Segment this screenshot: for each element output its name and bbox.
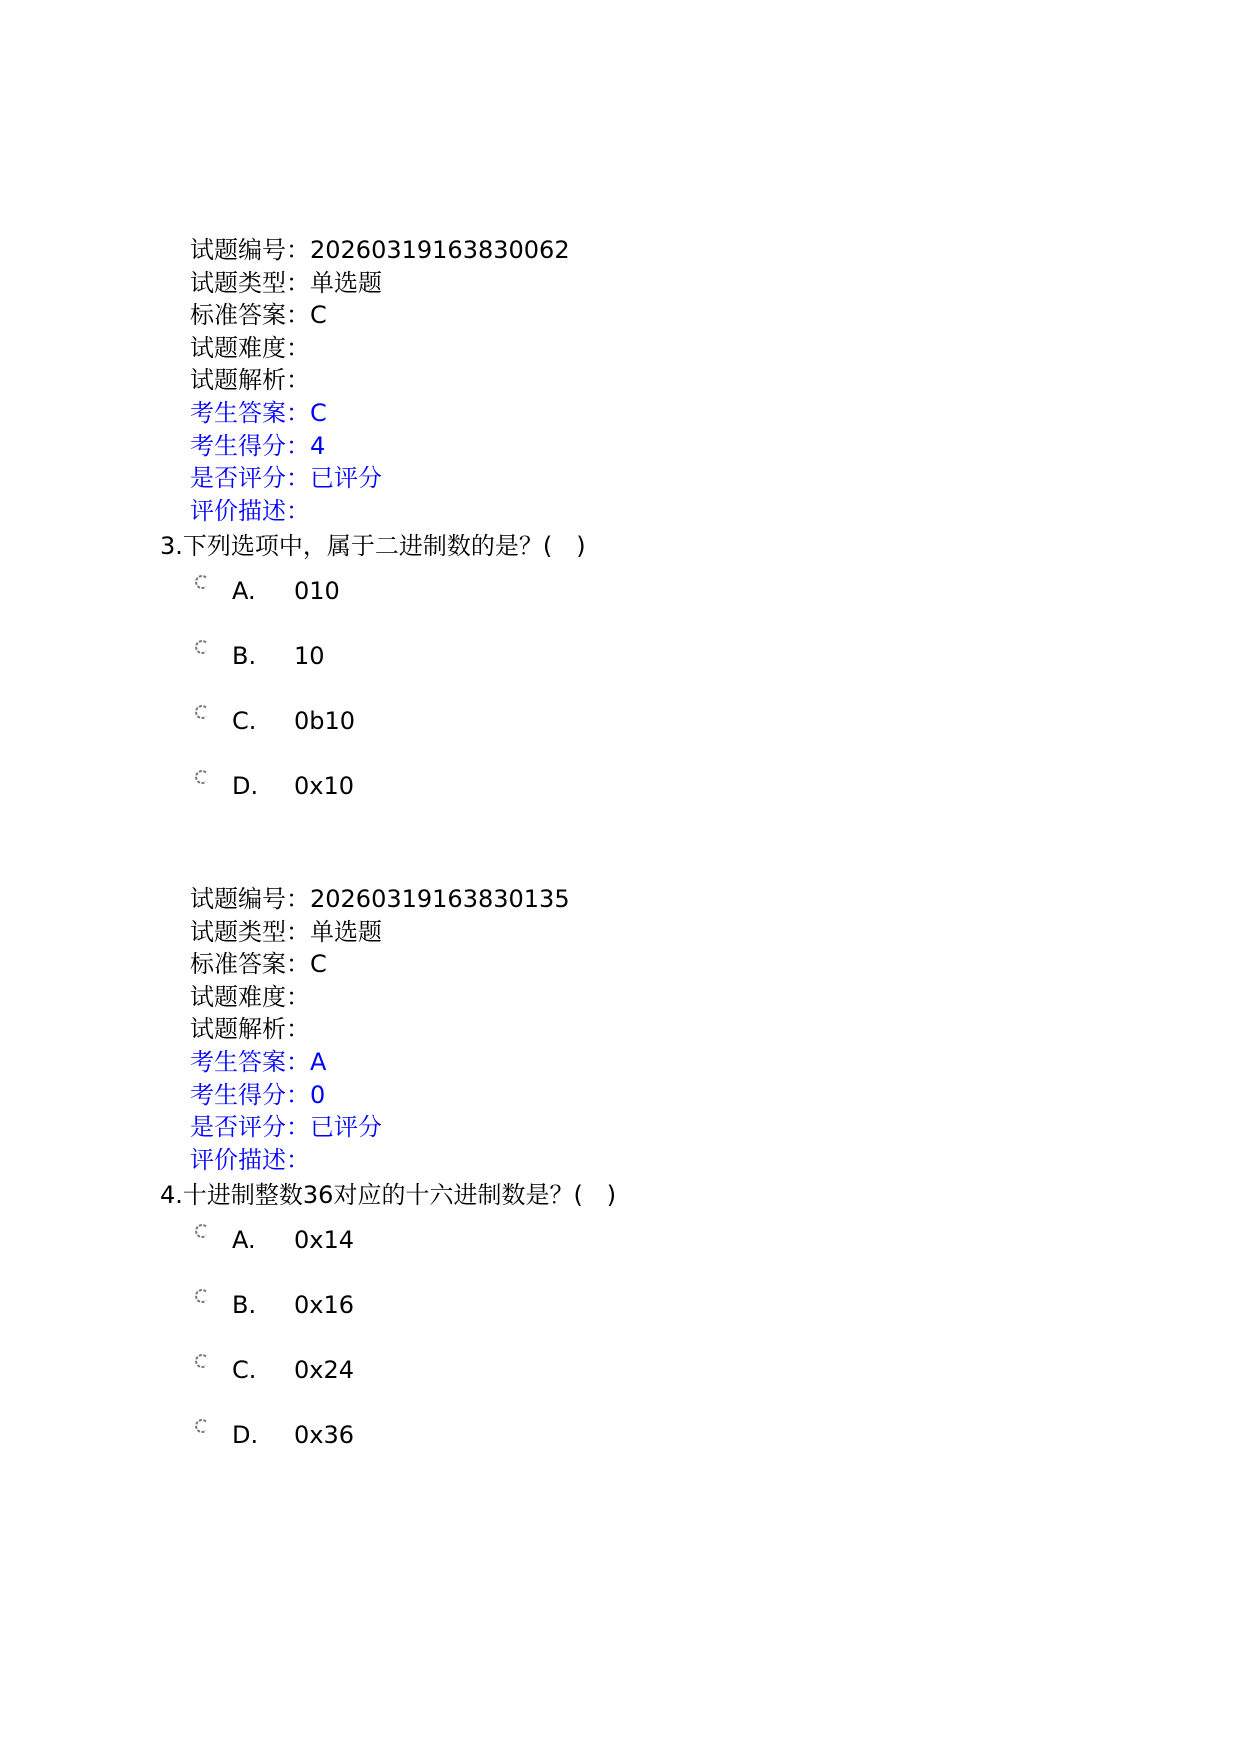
meta-standard-answer: 标准答案：C — [190, 301, 327, 330]
radio-button[interactable] — [194, 763, 210, 779]
option-row[interactable] — [190, 698, 590, 738]
option-row[interactable] — [190, 1217, 590, 1257]
option-text: 0x24 — [294, 1356, 355, 1384]
option-row[interactable] — [190, 633, 590, 673]
meta-type: 试题类型：单选题 — [190, 917, 382, 946]
radio-button[interactable] — [194, 1217, 210, 1233]
meta-type: 试题类型：单选题 — [190, 268, 382, 297]
radio-button[interactable] — [194, 633, 210, 649]
option-text: 10 — [294, 642, 325, 670]
radio-button[interactable] — [194, 1282, 210, 1298]
option-row[interactable] — [190, 763, 590, 803]
option-text: 0x16 — [294, 1291, 355, 1319]
meta-comment: 评价描述： — [190, 1145, 310, 1174]
question-meta — [190, 883, 570, 1176]
option-row[interactable] — [190, 1412, 590, 1452]
meta-student-score: 考生得分：4 — [190, 431, 326, 460]
question-number: 4. — [160, 1181, 183, 1209]
question-text: 十进制整数36对应的十六进制数是？( ) — [182, 1181, 617, 1209]
radio-button[interactable] — [194, 1412, 210, 1428]
option-letter: A. — [232, 1226, 256, 1254]
meta-id: 试题编号：20260319163830135 — [190, 885, 570, 913]
option-letter: C. — [232, 1356, 257, 1384]
meta-difficulty: 试题难度： — [190, 333, 310, 362]
option-letter: A. — [232, 577, 256, 605]
option-letter: B. — [232, 642, 257, 670]
question-title — [160, 530, 586, 562]
option-letter: D. — [232, 772, 259, 800]
option-row[interactable] — [190, 1347, 590, 1387]
option-text: 0x10 — [294, 772, 355, 800]
radio-button[interactable] — [194, 568, 210, 584]
meta-student-answer: 考生答案：A — [190, 1047, 327, 1076]
option-row[interactable] — [190, 568, 590, 608]
meta-graded: 是否评分：已评分 — [190, 464, 382, 493]
radio-button[interactable] — [194, 1347, 210, 1363]
option-letter: C. — [232, 707, 257, 735]
radio-button[interactable] — [194, 698, 210, 714]
option-letter: D. — [232, 1421, 259, 1449]
option-text: 0b10 — [294, 707, 356, 735]
meta-difficulty: 试题难度： — [190, 982, 310, 1011]
meta-id: 试题编号：20260319163830062 — [190, 236, 570, 264]
option-row[interactable] — [190, 1282, 590, 1322]
meta-student-score: 考生得分：0 — [190, 1080, 326, 1109]
question-meta — [190, 234, 570, 527]
question-number: 3. — [160, 532, 183, 560]
question-text: 下列选项中，属于二进制数的是？( ) — [182, 532, 586, 560]
option-text: 010 — [294, 577, 340, 605]
option-letter: B. — [232, 1291, 257, 1319]
meta-analysis: 试题解析： — [190, 366, 310, 395]
meta-student-answer: 考生答案：C — [190, 398, 327, 427]
option-text: 0x14 — [294, 1226, 355, 1254]
meta-standard-answer: 标准答案：C — [190, 950, 327, 979]
option-text: 0x36 — [294, 1421, 355, 1449]
meta-graded: 是否评分：已评分 — [190, 1113, 382, 1142]
meta-comment: 评价描述： — [190, 496, 310, 525]
meta-analysis: 试题解析： — [190, 1015, 310, 1044]
question-title — [160, 1179, 616, 1211]
